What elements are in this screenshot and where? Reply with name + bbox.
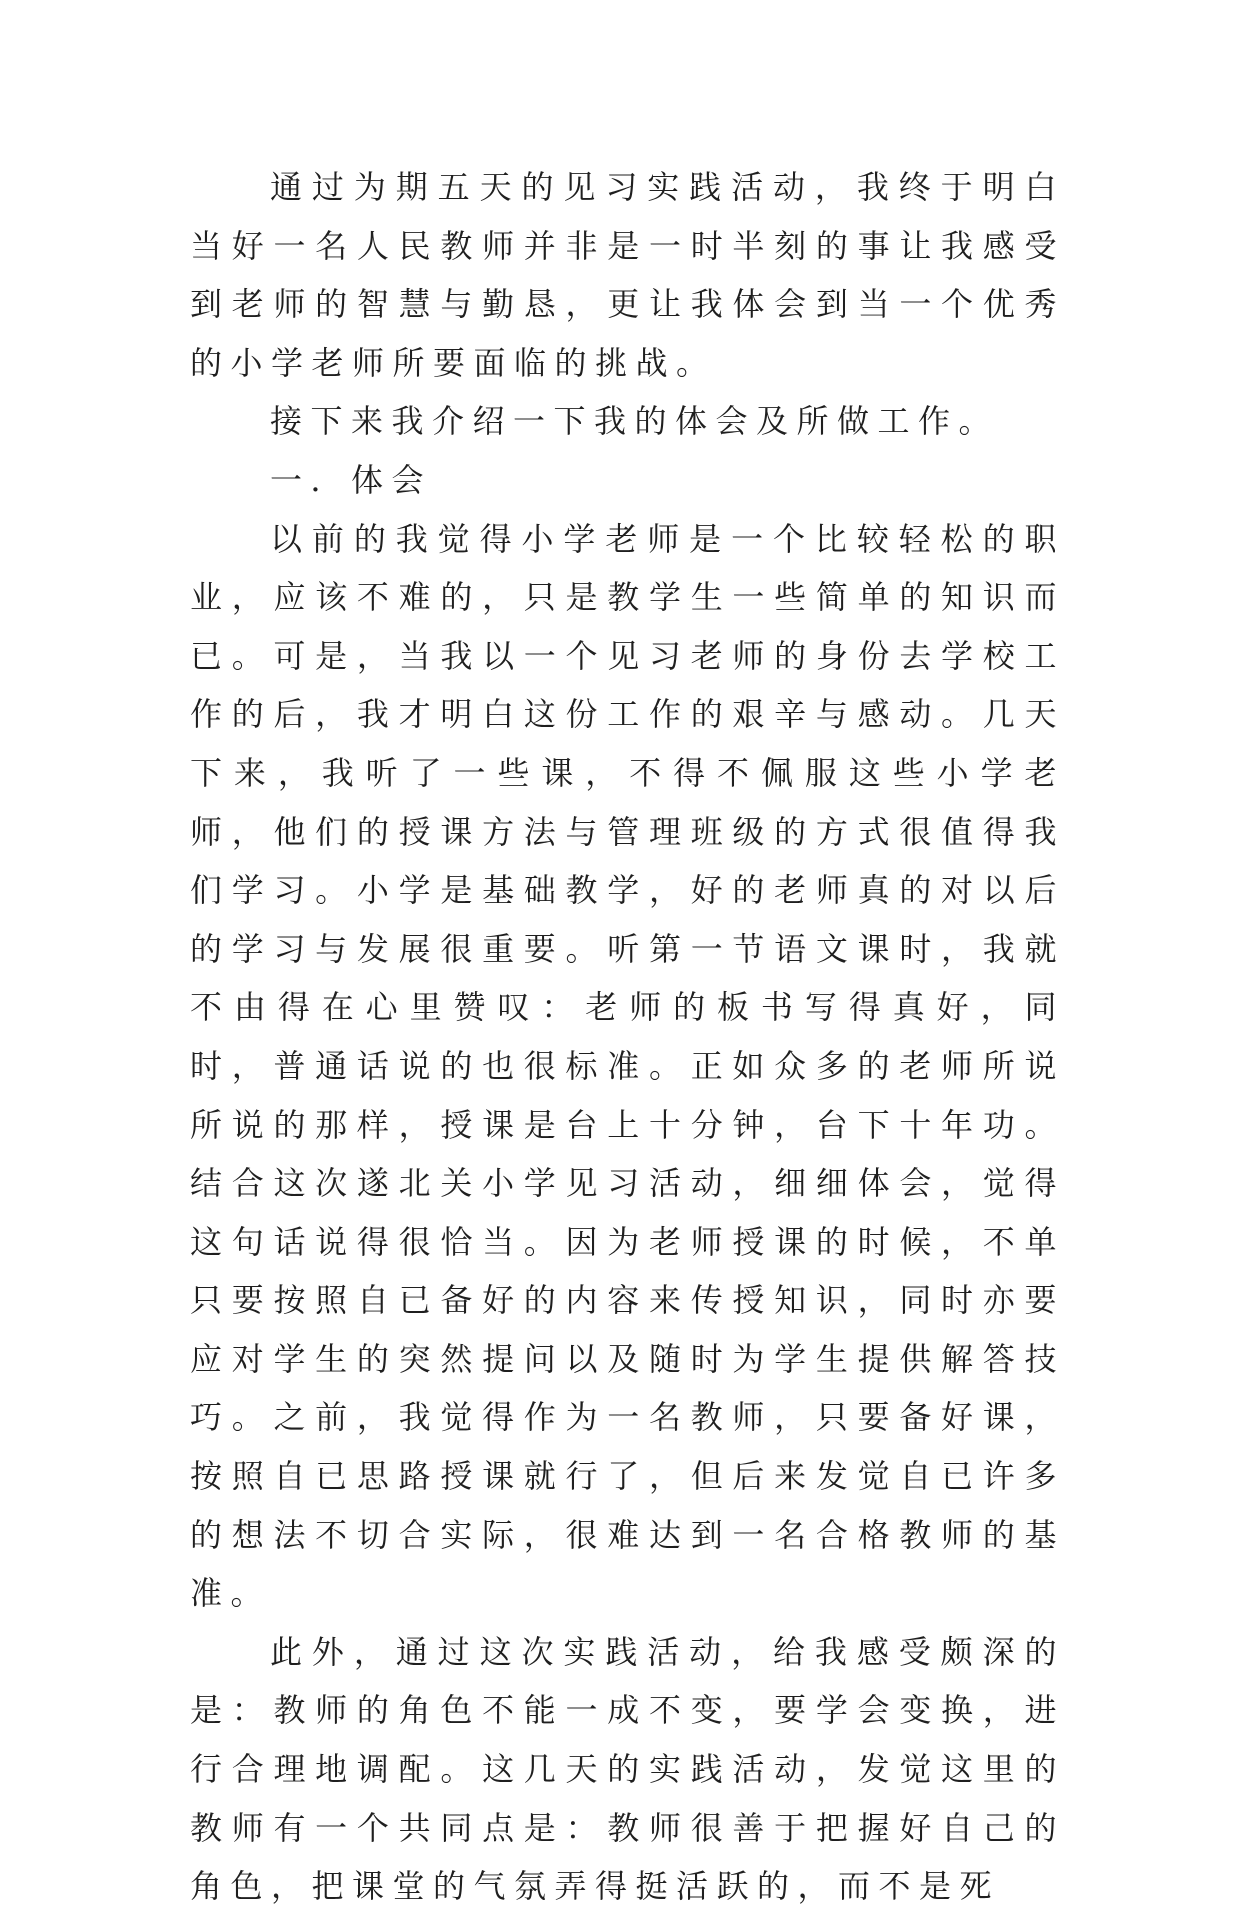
paragraph-intro: 通过为期五天的见习实践活动，我终于明白当好一名人民教师并非是一时半刻的事让我感受到老师的智慧与勤恳，更让我体会到当一个优秀的小学老师所要面临的挑战。 xyxy=(190,168,1065,382)
section-heading-experience: 一．体会 xyxy=(270,460,433,499)
paragraph-transition: 接下来我介绍一下我的体会及所做工作。 xyxy=(270,402,1000,441)
paragraph-role: 此外，通过这次实践活动，给我感受颇深的是：教师的角色不能一成不变，要学会变换，进行合理地调配。这几天的实践活动，发觉这里的教师有一个共同点是：教师很善于把握好自己的角色，把课堂的气氛弄得挺活跃的，而不是死 xyxy=(190,1632,1065,1906)
document-body xyxy=(190,158,1065,1916)
paragraph-experience: 以前的我觉得小学老师是一个比较轻松的职业，应该不难的，只是教学生一些简单的知识而已。可是，当我以一个见习老师的身份去学校工作的后，我才明白这份工作的艰辛与感动。几天下来，我听了一些课，不得不佩服这些小学老师，他们的授课方法与管理班级的方式很值得我们学习。小学是基础教学，好的老师真的对以后的学习与发展很重要。听第一节语文课时，我就不由得在心里赞叹：老师的板书写得真好，同时，普通话说的也很标准。正如众多的老师所说所说的那样，授课是台上十分钟，台下十年功。结合这次遂北关小学见习活动，细细体会，觉得这句话说得很恰当。因为老师授课的时候，不单只要按照自已备好的内容来传授知识，同时亦要应对学生的突然提问以及随时为学生提供解答技巧。之前，我觉得作为一名教师，只要备好课，按照自已思路授课就行了，但后来发觉自已许多的想法不切合实际，很难达到一名合格教师的基准。 xyxy=(190,519,1065,1613)
